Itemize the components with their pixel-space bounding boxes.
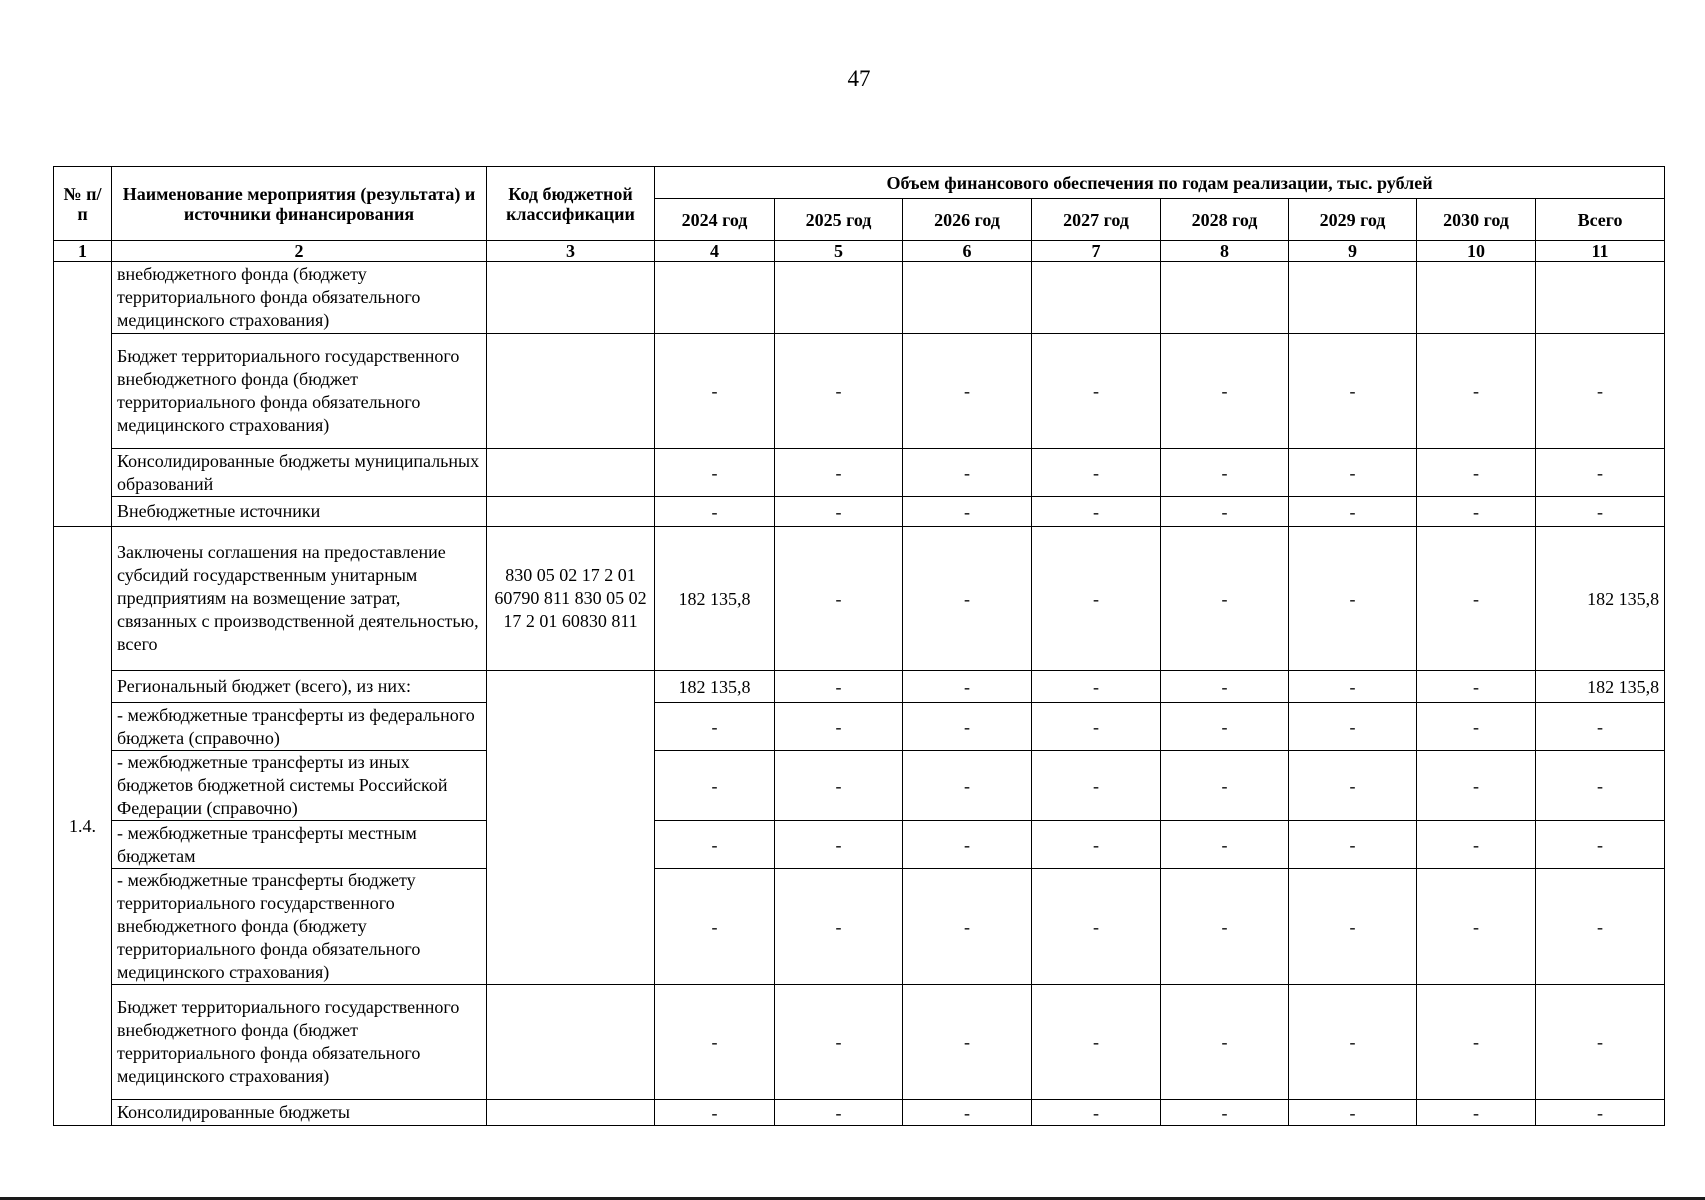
value-cell: - — [1032, 821, 1161, 869]
column-number: 3 — [487, 241, 655, 262]
value-cell: - — [1289, 497, 1417, 527]
value-cell: - — [903, 751, 1032, 821]
header-code: Код бюджетной классификации — [487, 167, 655, 241]
row-number-empty — [54, 262, 112, 527]
value-cell: - — [1032, 671, 1161, 703]
row-name: Консолидированные бюджеты муниципальных образований — [112, 449, 487, 497]
header-year: 2024 год — [655, 199, 775, 241]
value-cell: - — [1161, 449, 1289, 497]
value-cell: - — [1289, 703, 1417, 751]
value-cell — [1161, 262, 1289, 334]
value-cell: - — [903, 703, 1032, 751]
row-name: Региональный бюджет (всего), из них: — [112, 671, 487, 703]
value-cell: - — [1289, 1100, 1417, 1126]
value-cell: - — [1289, 671, 1417, 703]
header-year: 2027 год — [1032, 199, 1161, 241]
row-code — [487, 334, 655, 449]
column-number: 11 — [1536, 241, 1665, 262]
header-total: Всего — [1536, 199, 1665, 241]
table-row — [54, 262, 1665, 334]
table-row — [54, 527, 1665, 671]
financing-table — [53, 166, 1665, 1126]
row-name: - межбюджетные трансферты местным бюджетам — [112, 821, 487, 869]
table-row — [54, 497, 1665, 527]
value-cell: - — [1289, 334, 1417, 449]
value-cell: - — [775, 671, 903, 703]
value-cell: - — [775, 869, 903, 985]
value-cell: - — [775, 703, 903, 751]
value-cell: - — [1289, 985, 1417, 1100]
column-number: 8 — [1161, 241, 1289, 262]
table-row — [54, 671, 1665, 703]
value-cell: - — [1289, 449, 1417, 497]
value-cell: - — [1536, 703, 1665, 751]
row-name: Бюджет территориального государственного внебюджетного фонда (бюджет территориального фонда обязательного медицинского страхования) — [112, 985, 487, 1100]
value-cell: - — [775, 497, 903, 527]
value-cell: - — [1536, 751, 1665, 821]
value-cell: - — [1161, 334, 1289, 449]
column-number: 1 — [54, 241, 112, 262]
value-cell: - — [903, 671, 1032, 703]
column-number: 7 — [1032, 241, 1161, 262]
column-number: 9 — [1289, 241, 1417, 262]
value-cell: - — [1536, 985, 1665, 1100]
value-cell: - — [775, 334, 903, 449]
value-cell: - — [1289, 869, 1417, 985]
value-cell — [903, 262, 1032, 334]
value-cell: - — [903, 821, 1032, 869]
value-cell — [1032, 262, 1161, 334]
row-code — [487, 262, 655, 334]
value-cell: 182 135,8 — [655, 671, 775, 703]
table-row — [54, 334, 1665, 449]
table-row — [54, 751, 1665, 821]
value-cell-total: 182 135,8 — [1536, 671, 1665, 703]
value-cell: - — [1536, 449, 1665, 497]
row-code — [487, 985, 655, 1100]
value-cell: - — [1536, 869, 1665, 985]
value-cell: - — [655, 985, 775, 1100]
value-cell: - — [1161, 1100, 1289, 1126]
row-name: Заключены соглашения на предоставление субсидий государственным унитарным предприятиям на возмещение затрат, связанных с производственной деятельностью, всего — [112, 527, 487, 671]
column-number: 6 — [903, 241, 1032, 262]
table-row — [54, 985, 1665, 1100]
value-cell: - — [1161, 821, 1289, 869]
table-row — [54, 869, 1665, 985]
value-cell: - — [1417, 449, 1536, 497]
row-name: - межбюджетные трансферты бюджету территориального государственного внебюджетного фонда (бюджету территориального фонда обязательного медицинского страхования) — [112, 869, 487, 985]
value-cell — [1417, 262, 1536, 334]
row-name: Внебюджетные источники — [112, 497, 487, 527]
value-cell: - — [1032, 869, 1161, 985]
value-cell: - — [1032, 985, 1161, 1100]
column-number: 10 — [1417, 241, 1536, 262]
value-cell: - — [775, 527, 903, 671]
value-cell: - — [1161, 985, 1289, 1100]
value-cell: - — [1417, 869, 1536, 985]
value-cell: - — [903, 527, 1032, 671]
header-year: 2029 год — [1289, 199, 1417, 241]
header-year: 2026 год — [903, 199, 1032, 241]
value-cell: - — [903, 985, 1032, 1100]
value-cell: - — [1032, 1100, 1161, 1126]
value-cell: - — [1289, 751, 1417, 821]
value-cell: - — [1536, 334, 1665, 449]
value-cell: - — [1536, 497, 1665, 527]
table-row — [54, 821, 1665, 869]
value-cell: - — [1417, 334, 1536, 449]
value-cell: - — [1417, 751, 1536, 821]
value-cell: - — [655, 1100, 775, 1126]
row-code — [487, 497, 655, 527]
value-cell: - — [655, 334, 775, 449]
row-name: внебюджетного фонда (бюджету территориального фонда обязательного медицинского страхования) — [112, 262, 487, 334]
value-cell: - — [655, 751, 775, 821]
value-cell: - — [903, 497, 1032, 527]
value-cell: - — [1417, 497, 1536, 527]
value-cell: - — [903, 869, 1032, 985]
header-year: 2025 год — [775, 199, 903, 241]
header-year: 2030 год — [1417, 199, 1536, 241]
table-row — [54, 703, 1665, 751]
value-cell: - — [655, 703, 775, 751]
value-cell: - — [1161, 869, 1289, 985]
value-cell — [1289, 262, 1417, 334]
row-name: - межбюджетные трансферты из иных бюджетов бюджетной системы Российской Федерации (справочно) — [112, 751, 487, 821]
table-row — [54, 449, 1665, 497]
value-cell: - — [903, 334, 1032, 449]
value-cell: - — [1417, 985, 1536, 1100]
row-code — [487, 449, 655, 497]
value-cell: - — [1289, 527, 1417, 671]
value-cell: - — [1417, 821, 1536, 869]
value-cell: - — [655, 821, 775, 869]
row-code: 830 05 02 17 2 01 60790 811 830 05 02 17 2 01 60830 811 — [487, 527, 655, 671]
value-cell: - — [1161, 703, 1289, 751]
column-number: 2 — [112, 241, 487, 262]
value-cell: - — [1161, 527, 1289, 671]
value-cell: - — [655, 869, 775, 985]
value-cell: - — [1536, 1100, 1665, 1126]
column-number-row — [54, 241, 1665, 262]
value-cell: - — [775, 821, 903, 869]
value-cell: - — [775, 751, 903, 821]
header-year: 2028 год — [1161, 199, 1289, 241]
value-cell: - — [655, 497, 775, 527]
value-cell: - — [655, 449, 775, 497]
value-cell: - — [903, 449, 1032, 497]
row-name: Консолидированные бюджеты — [112, 1100, 487, 1126]
value-cell: - — [775, 985, 903, 1100]
page-number: 47 — [847, 66, 871, 91]
value-cell: - — [1161, 497, 1289, 527]
value-cell: - — [775, 449, 903, 497]
value-cell-total: 182 135,8 — [1536, 527, 1665, 671]
value-cell: - — [903, 1100, 1032, 1126]
row-code — [487, 1100, 655, 1126]
row-code — [487, 671, 655, 985]
value-cell: 182 135,8 — [655, 527, 775, 671]
row-name: - межбюджетные трансферты из федерального бюджета (справочно) — [112, 703, 487, 751]
row-name: Бюджет территориального государственного внебюджетного фонда (бюджет территориального фонда обязательного медицинского страхования) — [112, 334, 487, 449]
value-cell: - — [1032, 497, 1161, 527]
value-cell: - — [1417, 671, 1536, 703]
value-cell — [775, 262, 903, 334]
header-num: № п/п — [54, 167, 112, 241]
value-cell: - — [1536, 821, 1665, 869]
value-cell: - — [775, 1100, 903, 1126]
value-cell: - — [1289, 821, 1417, 869]
value-cell: - — [1032, 449, 1161, 497]
value-cell — [655, 262, 775, 334]
value-cell: - — [1161, 751, 1289, 821]
header-name: Наименование мероприятия (результата) и источники финансирования — [112, 167, 487, 241]
value-cell: - — [1032, 751, 1161, 821]
column-number: 4 — [655, 241, 775, 262]
value-cell: - — [1417, 703, 1536, 751]
table-row — [54, 1100, 1665, 1126]
header-volume: Объем финансового обеспечения по годам реализации, тыс. рублей — [655, 167, 1665, 199]
value-cell: - — [1161, 671, 1289, 703]
row-number: 1.4. — [54, 527, 112, 1126]
value-cell: - — [1032, 703, 1161, 751]
value-cell: - — [1032, 334, 1161, 449]
value-cell: - — [1417, 527, 1536, 671]
column-number: 5 — [775, 241, 903, 262]
value-cell: - — [1032, 527, 1161, 671]
value-cell — [1536, 262, 1665, 334]
value-cell: - — [1417, 1100, 1536, 1126]
